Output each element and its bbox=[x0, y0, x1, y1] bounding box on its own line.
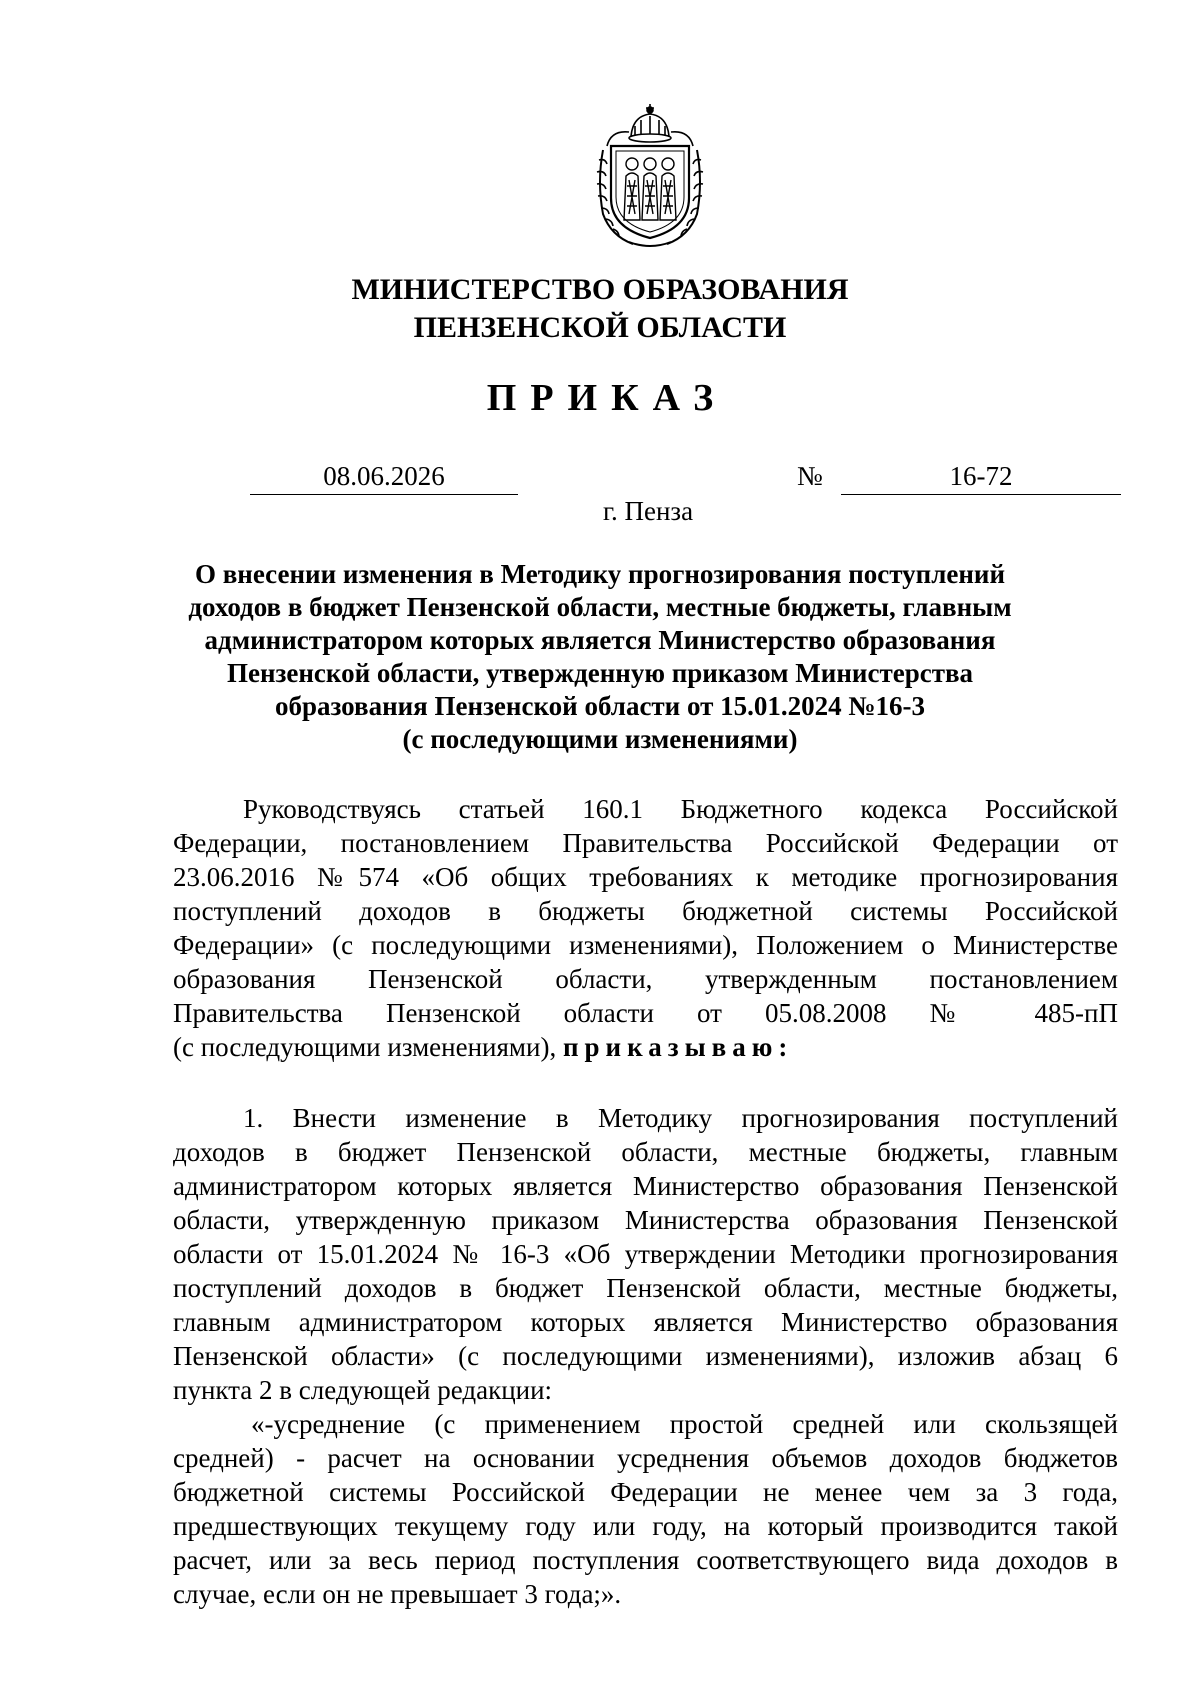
preamble-line: Правительства Пензенской области от 05.08.2008 № 485-пП bbox=[173, 998, 1118, 1028]
quote-line: бюджетной системы Российской Федерации не менее чем за 3 года, bbox=[173, 1477, 1118, 1507]
preamble-line: Руководствуясь статьей 160.1 Бюджетного кодекса Российской bbox=[243, 794, 1118, 824]
item1-line: области, утвержденную приказом Министерства образования Пензенской bbox=[173, 1205, 1118, 1235]
ministry-name-line-1: МИНИСТЕРСТВО ОБРАЗОВАНИЯ bbox=[351, 273, 849, 306]
quote-line: «-усреднение (с применением простой средней или скользящей bbox=[251, 1409, 1118, 1439]
item1-line: администратором которых является Министерство образования Пензенской bbox=[173, 1171, 1118, 1201]
order-heading-line: доходов в бюджет Пензенской области, местные бюджеты, главным bbox=[188, 592, 1012, 622]
preamble-line: образования Пензенской области, утвержденным постановлением bbox=[173, 964, 1118, 994]
order-heading-line: администратором которых является Министерство образования bbox=[204, 625, 996, 655]
city-label: г. Пенза bbox=[602, 496, 694, 526]
coat-of-arms-icon bbox=[589, 102, 711, 250]
preamble-line: Федерации, постановлением Правительства Российской Федерации от bbox=[173, 828, 1118, 858]
document-type-title: ПРИКАЗ bbox=[486, 377, 728, 419]
item1-line: 1. Внести изменение в Методику прогнозирования поступлений bbox=[243, 1103, 1118, 1133]
order-heading-line: (с последующими изменениями) bbox=[402, 724, 798, 754]
item1-line: главным администратором которых является Министерство образования bbox=[173, 1307, 1118, 1337]
order-directive-word: приказываю: bbox=[562, 1032, 794, 1062]
quote-line: средней) - расчет на основании усреднения объемов доходов бюджетов bbox=[173, 1443, 1118, 1473]
preamble-line: (с последующими изменениями), bbox=[173, 1032, 557, 1062]
order-heading-line: образования Пензенской области от 15.01.2024 №16-3 bbox=[274, 691, 926, 721]
order-number: 16-72 bbox=[841, 458, 1121, 495]
order-date: 08.06.2026 bbox=[250, 458, 518, 495]
quote-line: случае, если он не превышает 3 года;». bbox=[173, 1579, 622, 1609]
preamble-line: поступлений доходов в бюджеты бюджетной системы Российской bbox=[173, 896, 1118, 926]
item1-line: поступлений доходов в бюджет Пензенской области, местные бюджеты, bbox=[173, 1273, 1118, 1303]
item1-line: области от 15.01.2024 № 16-3 «Об утверждении Методики прогнозирования bbox=[173, 1239, 1118, 1269]
ministry-name-line-2: ПЕНЗЕНСКОЙ ОБЛАСТИ bbox=[413, 311, 787, 344]
quote-line: предшествующих текущему году или году, на который производится такой bbox=[173, 1511, 1118, 1541]
order-heading-line: Пензенской области, утвержденную приказом Министерства bbox=[226, 658, 974, 688]
order-heading-line: О внесении изменения в Методику прогнозирования поступлений bbox=[194, 559, 1006, 589]
preamble-last-line bbox=[173, 1030, 1118, 1064]
quote-line: расчет, или за весь период поступления соответствующего вида доходов в bbox=[173, 1545, 1118, 1575]
item1-line: доходов в бюджет Пензенской области, местные бюджеты, главным bbox=[173, 1137, 1118, 1167]
number-sign: № bbox=[797, 461, 823, 491]
item1-line: Пензенской области» (с последующими изменениями), изложив абзац 6 bbox=[173, 1341, 1118, 1371]
item1-line: пункта 2 в следующей редакции: bbox=[173, 1375, 553, 1405]
preamble-line: Федерации» (с последующими изменениями), Положением о Министерстве bbox=[173, 930, 1118, 960]
preamble-line: 23.06.2016 №574 «Об общих требованиях к методике прогнозирования bbox=[173, 862, 1118, 892]
